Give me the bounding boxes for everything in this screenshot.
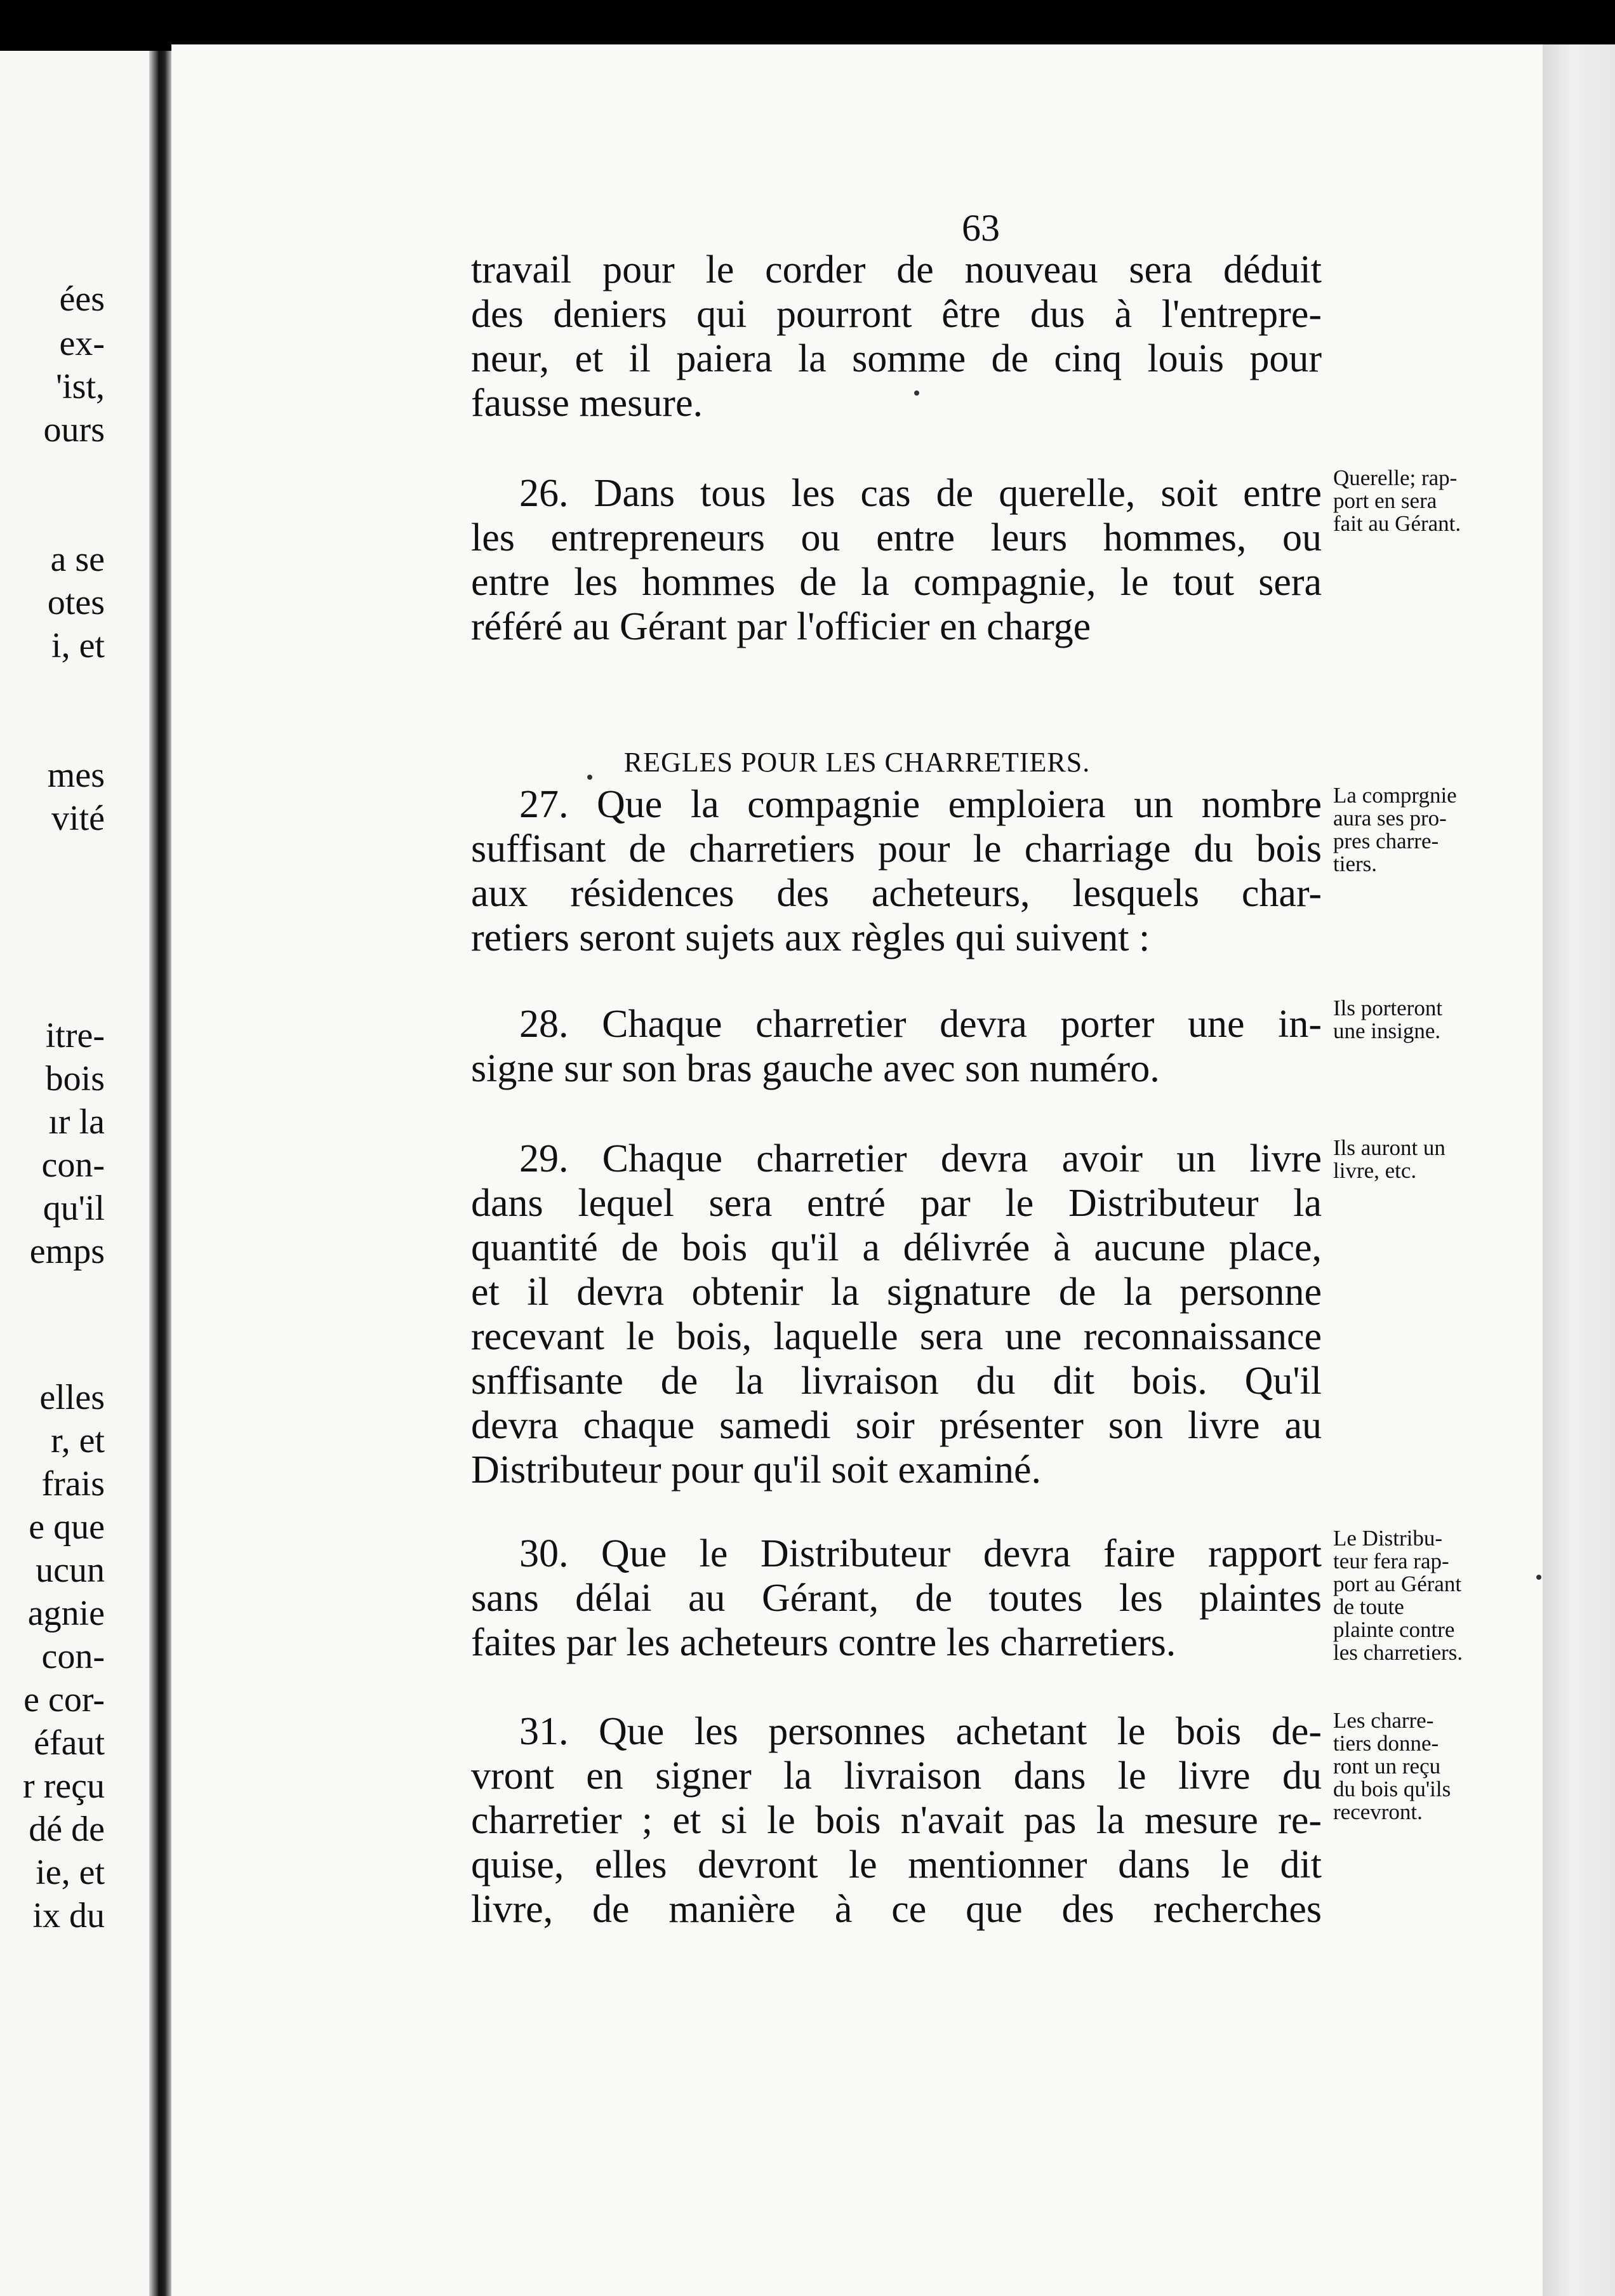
body-text-line: quantité de bois qu'il a délivrée à aucune place,	[471, 1226, 1322, 1269]
margin-note-line: plainte contre	[1333, 1617, 1455, 1642]
left-page-text-fragment: ées	[59, 279, 105, 319]
left-page-text-fragment: r, et	[51, 1421, 105, 1460]
body-text-line: snffisante de la livraison du dit bois. Qu'il	[471, 1359, 1322, 1403]
page-number: 63	[962, 207, 1000, 249]
body-text-line: les entrepreneurs ou entre leurs hommes, ou	[471, 516, 1322, 559]
left-page-text-fragment: e que	[29, 1507, 105, 1547]
body-text-line: travail pour le corder de nouveau sera déduit	[471, 248, 1322, 291]
margin-note	[1333, 1709, 1536, 1824]
body-text-line: neur, et il paiera la somme de cinq louis pour	[471, 337, 1322, 380]
left-page-text-fragment: r reçu	[22, 1766, 105, 1806]
margin-note-line: pres charre-	[1333, 829, 1439, 853]
margin-note	[1333, 997, 1536, 1043]
body-text-line: des deniers qui pourront être dus à l'entrepre-	[471, 293, 1322, 336]
body-text-line: 28. Chaque charretier devra porter une in-	[519, 1003, 1322, 1046]
margin-note-line: port en sera	[1333, 488, 1437, 513]
left-page-text-fragment: ie, et	[36, 1853, 105, 1892]
body-text-line: entre les hommes de la compagnie, le tout sera	[471, 561, 1322, 604]
margin-note-line: aura ses pro-	[1333, 806, 1447, 831]
body-text-line: sans délai au Gérant, de toutes les plaintes	[471, 1577, 1322, 1620]
left-page-text-fragment: ır la	[48, 1102, 105, 1142]
margin-note-line: Les charre-	[1333, 1708, 1434, 1733]
margin-note-line: Le Distribu-	[1333, 1526, 1443, 1551]
left-page-text-fragment: emps	[29, 1232, 105, 1271]
margin-note-line: une insigne.	[1333, 1018, 1441, 1043]
margin-note-line: tiers donne-	[1333, 1731, 1439, 1756]
body-text-line: faites par les acheteurs contre les charretiers.	[471, 1621, 1176, 1664]
book-gutter	[149, 51, 171, 2296]
body-text-line: suffisant de charretiers pour le charriage du bois	[471, 827, 1322, 871]
body-text-line: Distributeur pour qu'il soit examiné.	[471, 1448, 1041, 1492]
margin-note-line: du bois qu'ils	[1333, 1777, 1451, 1801]
body-text-line: fausse mesure.	[471, 382, 703, 425]
left-page-fragment	[0, 51, 149, 2296]
right-page	[171, 44, 1543, 2296]
section-heading: REGLES POUR LES CHARRETIERS.	[623, 747, 1091, 778]
margin-note-line: recevront.	[1333, 1799, 1423, 1824]
left-page-text-fragment: dé de	[29, 1810, 105, 1849]
body-text-line: signe sur son bras gauche avec son numéro.	[471, 1047, 1160, 1090]
left-page-text-fragment: itre-	[45, 1016, 105, 1055]
body-text-line: 26. Dans tous les cas de querelle, soit entre	[519, 472, 1322, 515]
margin-note-line: port au Gérant	[1333, 1572, 1462, 1596]
body-text-line: devra chaque samedi soir présenter son livre au	[471, 1404, 1322, 1447]
left-page-text-fragment: ex-	[59, 324, 105, 363]
left-page-text-fragment: con-	[41, 1637, 105, 1676]
left-page-text-fragment: éfaut	[34, 1723, 105, 1763]
body-text-line: aux résidences des acheteurs, lesquels char-	[471, 872, 1322, 915]
left-page-text-fragment: vité	[51, 799, 105, 838]
left-page-text-fragment: qu'il	[43, 1189, 105, 1228]
body-text-line: vront en signer la livraison dans le livre du	[471, 1754, 1322, 1798]
margin-note-line: les charretiers.	[1333, 1640, 1463, 1665]
margin-note-line: livre, etc.	[1333, 1158, 1417, 1183]
page-edge	[1543, 44, 1615, 2296]
body-text-line: charretier ; et si le bois n'avait pas la mesure re-	[471, 1799, 1322, 1842]
body-text-line: dans lequel sera entré par le Distributeur la	[471, 1182, 1322, 1225]
margin-note	[1333, 1137, 1536, 1182]
body-text-line: livre, de manière à ce que des recherches	[471, 1888, 1322, 1931]
ink-speck	[1536, 1575, 1541, 1580]
left-page-text-fragment: bois	[45, 1059, 105, 1098]
margin-note-line: Querelle; rap-	[1333, 465, 1458, 490]
left-page-text-fragment: ix du	[32, 1896, 105, 1935]
left-page-text-fragment: i, et	[51, 626, 105, 665]
margin-note-line: Ils auront un	[1333, 1135, 1446, 1160]
body-text-line: référé au Gérant par l'officier en charge	[471, 605, 1091, 648]
left-page-text-fragment: otes	[47, 583, 105, 622]
margin-note-line: fait au Gérant.	[1333, 511, 1461, 536]
left-page-text-fragment: con-	[41, 1145, 105, 1185]
margin-note	[1333, 467, 1536, 535]
margin-note-line: teur fera rap-	[1333, 1549, 1449, 1573]
left-page-text-fragment: a se	[50, 540, 105, 579]
body-text-line: 30. Que le Distributeur devra faire rapport	[519, 1532, 1322, 1575]
margin-note-line: La comprgnie	[1333, 783, 1457, 808]
margin-note-line: de toute	[1333, 1594, 1404, 1619]
left-page-text-fragment: e cor-	[23, 1680, 105, 1719]
body-text-line: quise, elles devront le mentionner dans le dit	[471, 1843, 1322, 1886]
left-page-text-fragment: 'ist,	[56, 367, 105, 406]
left-page-text-fragment: mes	[47, 756, 105, 795]
body-text-line: 27. Que la compagnie emploiera un nombre	[519, 783, 1322, 826]
ink-speck	[587, 775, 592, 780]
margin-note-line: ront un reçu	[1333, 1754, 1441, 1779]
margin-note-line: tiers.	[1333, 851, 1378, 876]
margin-note-line: Ils porteront	[1333, 996, 1443, 1020]
left-page-text-fragment: elles	[39, 1378, 105, 1417]
body-text-line: retiers seront sujets aux règles qui suivent :	[471, 916, 1150, 959]
body-text-line: 31. Que les personnes achetant le bois de-	[519, 1710, 1322, 1753]
left-page-text-fragment: ours	[43, 410, 105, 450]
body-text-line: recevant le bois, laquelle sera une reconnaissance	[471, 1315, 1322, 1358]
body-text-line: 29. Chaque charretier devra avoir un livre	[519, 1137, 1322, 1180]
left-page-text-fragment: ucun	[36, 1551, 105, 1590]
margin-note	[1333, 784, 1536, 876]
body-text-line: et il devra obtenir la signature de la personne	[471, 1271, 1322, 1314]
left-page-text-fragment: frais	[41, 1464, 105, 1504]
margin-note	[1333, 1527, 1536, 1664]
left-page-text-fragment: agnie	[27, 1594, 105, 1633]
